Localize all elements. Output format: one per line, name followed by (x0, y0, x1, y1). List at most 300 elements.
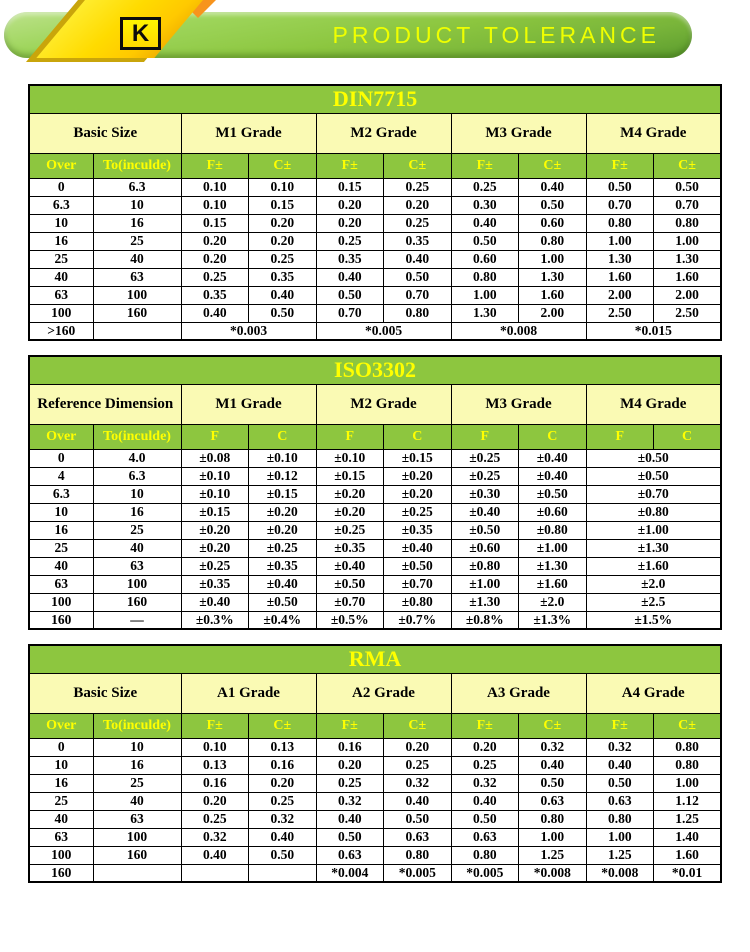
data-cell: 0.32 (519, 738, 587, 756)
data-cell: ±0.50 (519, 485, 587, 503)
data-cell: 0.50 (586, 774, 654, 792)
data-cell: 0.50 (654, 178, 722, 196)
data-cell: 0.20 (384, 196, 452, 214)
data-cell: 1.12 (654, 792, 722, 810)
data-cell: 0.80 (519, 232, 587, 250)
data-cell: 25 (29, 792, 93, 810)
data-cell: 0.25 (181, 268, 249, 286)
data-cell: 0 (29, 449, 93, 467)
subheader-cell: F (181, 424, 249, 449)
data-cell: *0.005 (451, 864, 519, 882)
data-cell: 0.70 (384, 286, 452, 304)
data-cell: 2.00 (519, 304, 587, 322)
size-header: Basic Size (29, 113, 181, 153)
table-row (29, 449, 721, 467)
data-cell: 160 (29, 611, 93, 629)
data-cell: 0.35 (316, 250, 384, 268)
data-cell: 2.00 (654, 286, 722, 304)
data-cell: 1.25 (519, 846, 587, 864)
data-cell: ±0.60 (519, 503, 587, 521)
data-cell: 0.32 (384, 774, 452, 792)
data-cell: 1.30 (586, 250, 654, 268)
table-row (29, 503, 721, 521)
data-cell: 0.25 (384, 178, 452, 196)
data-cell: *0.003 (181, 322, 316, 340)
data-cell: 63 (29, 828, 93, 846)
grade-header: M1 Grade (181, 384, 316, 424)
data-cell: 2.50 (654, 304, 722, 322)
data-cell: ±0.50 (249, 593, 317, 611)
data-cell: 0.50 (316, 828, 384, 846)
data-cell: ±0.70 (384, 575, 452, 593)
data-cell: 0.13 (249, 738, 317, 756)
subheader-cell: C (384, 424, 452, 449)
data-cell: 100 (29, 593, 93, 611)
data-cell: 0.25 (316, 774, 384, 792)
data-cell: 1.00 (586, 232, 654, 250)
data-cell: 6.3 (93, 178, 181, 196)
data-cell: 10 (29, 214, 93, 232)
data-cell: ±0.25 (316, 521, 384, 539)
data-cell: 0.70 (316, 304, 384, 322)
data-cell: 0.80 (519, 810, 587, 828)
data-cell: 0 (29, 178, 93, 196)
data-cell: 4 (29, 467, 93, 485)
subheader-cell: C± (384, 153, 452, 178)
data-cell: 0.40 (519, 178, 587, 196)
data-cell: 0.25 (181, 810, 249, 828)
table-row (29, 286, 721, 304)
data-cell: 160 (93, 304, 181, 322)
data-cell: 1.30 (451, 304, 519, 322)
data-cell: 0.32 (586, 738, 654, 756)
data-cell: 0.40 (586, 756, 654, 774)
table-row (29, 250, 721, 268)
subheader-cell: F± (181, 153, 249, 178)
data-cell: ±0.20 (181, 539, 249, 557)
data-cell: 1.00 (519, 250, 587, 268)
data-cell: 0.35 (249, 268, 317, 286)
data-cell: 0.40 (519, 756, 587, 774)
grade-header: A1 Grade (181, 673, 316, 713)
data-cell: ±0.15 (384, 449, 452, 467)
data-cell: ±0.25 (451, 467, 519, 485)
data-cell: *0.005 (316, 322, 451, 340)
data-cell: 0.40 (384, 792, 452, 810)
subheader-cell: F (586, 424, 654, 449)
data-cell: ±1.3% (519, 611, 587, 629)
tolerance-tables (28, 84, 720, 883)
data-cell: ±0.70 (316, 593, 384, 611)
data-cell: 0.50 (451, 810, 519, 828)
subheader-cell: F± (181, 713, 249, 738)
data-cell: 0.63 (519, 792, 587, 810)
data-cell: ±2.5 (586, 593, 721, 611)
data-cell (181, 864, 249, 882)
data-cell: ±0.60 (451, 539, 519, 557)
data-cell: ±0.40 (519, 449, 587, 467)
subheader-cell: F± (316, 153, 384, 178)
data-cell: 4.0 (93, 449, 181, 467)
data-cell: 0.50 (249, 846, 317, 864)
data-cell: 0.35 (384, 232, 452, 250)
data-cell: 0.80 (654, 738, 722, 756)
data-cell: 0.80 (451, 846, 519, 864)
data-cell: 0.20 (249, 214, 317, 232)
data-cell: ±0.20 (316, 485, 384, 503)
data-cell: 100 (93, 828, 181, 846)
data-cell: 0.10 (181, 196, 249, 214)
data-cell: ±2.0 (519, 593, 587, 611)
data-cell: 0.80 (586, 810, 654, 828)
subheader-cell: C± (654, 713, 722, 738)
data-cell: ±0.12 (249, 467, 317, 485)
data-cell: ±0.7% (384, 611, 452, 629)
subheader-cell: C± (519, 713, 587, 738)
table-row (29, 810, 721, 828)
data-cell: 0.13 (181, 756, 249, 774)
data-cell: 0.30 (451, 196, 519, 214)
data-cell: 0.70 (586, 196, 654, 214)
data-cell: 0.40 (451, 792, 519, 810)
data-cell: 25 (29, 539, 93, 557)
data-cell: 10 (29, 503, 93, 521)
data-cell: ±0.70 (586, 485, 721, 503)
data-cell: ±0.35 (249, 557, 317, 575)
data-cell: ±0.15 (249, 485, 317, 503)
table-row (29, 196, 721, 214)
data-cell: 0.16 (249, 756, 317, 774)
data-cell: 1.40 (654, 828, 722, 846)
data-cell: ±1.00 (451, 575, 519, 593)
rma-table (28, 644, 722, 883)
data-cell: 0.25 (316, 232, 384, 250)
data-cell: 0.25 (249, 792, 317, 810)
table-row (29, 467, 721, 485)
data-cell: 6.3 (29, 485, 93, 503)
size-header: Basic Size (29, 673, 181, 713)
data-cell: 0.40 (316, 810, 384, 828)
data-cell: 0.25 (384, 756, 452, 774)
table-row (29, 774, 721, 792)
data-cell: *0.008 (519, 864, 587, 882)
data-cell: 0.20 (384, 738, 452, 756)
data-cell: 40 (93, 250, 181, 268)
subheader-cell: C (654, 424, 722, 449)
table-row (29, 539, 721, 557)
data-cell: ±0.30 (451, 485, 519, 503)
table-row (29, 846, 721, 864)
data-cell: 160 (93, 846, 181, 864)
data-cell: 1.60 (654, 268, 722, 286)
table-row (29, 864, 721, 882)
data-cell: ±0.35 (181, 575, 249, 593)
grade-header: M4 Grade (586, 384, 721, 424)
data-cell: 0.10 (249, 178, 317, 196)
data-cell: ±0.40 (519, 467, 587, 485)
size-header: Reference Dimension (29, 384, 181, 424)
data-cell: *0.005 (384, 864, 452, 882)
grade-header: M2 Grade (316, 384, 451, 424)
page-title: PRODUCT TOLERANCE (332, 22, 660, 48)
data-cell: 10 (29, 756, 93, 774)
data-cell: 16 (29, 232, 93, 250)
data-cell (249, 864, 317, 882)
data-cell: ±0.8% (451, 611, 519, 629)
data-cell: ±0.20 (384, 467, 452, 485)
data-cell: 0.80 (654, 214, 722, 232)
data-cell: 0.20 (451, 738, 519, 756)
data-cell: ±0.35 (316, 539, 384, 557)
table-row (29, 792, 721, 810)
data-cell: 0.63 (451, 828, 519, 846)
data-cell: 1.00 (586, 828, 654, 846)
table-row (29, 738, 721, 756)
data-cell: ±0.20 (316, 503, 384, 521)
data-cell: 63 (29, 575, 93, 593)
data-cell: 63 (29, 286, 93, 304)
table-row (29, 232, 721, 250)
data-cell: 0.10 (181, 178, 249, 196)
data-cell: 16 (93, 503, 181, 521)
subheader-cell: F± (586, 153, 654, 178)
data-cell: 0.15 (316, 178, 384, 196)
data-cell: 1.25 (586, 846, 654, 864)
data-cell: 0.32 (451, 774, 519, 792)
data-cell: ±0.08 (181, 449, 249, 467)
data-cell: 40 (29, 557, 93, 575)
table-row (29, 268, 721, 286)
data-cell: ±1.00 (586, 521, 721, 539)
subheader-cell: F± (451, 153, 519, 178)
data-cell: 0.60 (451, 250, 519, 268)
grade-header: M3 Grade (451, 384, 586, 424)
data-cell: 100 (29, 846, 93, 864)
table-row (29, 756, 721, 774)
data-cell: ±0.20 (249, 503, 317, 521)
subheader-cell: Over (29, 424, 93, 449)
data-cell: *0.01 (654, 864, 722, 882)
data-cell: 63 (93, 268, 181, 286)
data-cell: 160 (93, 593, 181, 611)
data-cell: 25 (93, 774, 181, 792)
data-cell: 1.60 (654, 846, 722, 864)
data-cell: *0.008 (586, 864, 654, 882)
data-cell: 100 (29, 304, 93, 322)
data-cell: 0.16 (316, 738, 384, 756)
subheader-cell: To(inculde) (93, 713, 181, 738)
subheader-cell: C± (519, 153, 587, 178)
table-row (29, 178, 721, 196)
data-cell: ±2.0 (586, 575, 721, 593)
table-row (29, 304, 721, 322)
data-cell: ±1.5% (586, 611, 721, 629)
data-cell: 25 (29, 250, 93, 268)
data-cell: ±0.15 (316, 467, 384, 485)
table-row (29, 557, 721, 575)
data-cell: 0.50 (586, 178, 654, 196)
data-cell: ±0.10 (316, 449, 384, 467)
table-row (29, 485, 721, 503)
table-row (29, 521, 721, 539)
data-cell: 160 (29, 864, 93, 882)
data-cell: 0.50 (316, 286, 384, 304)
data-cell: 0.80 (586, 214, 654, 232)
data-cell: 10 (93, 485, 181, 503)
data-cell: ±0.80 (451, 557, 519, 575)
data-cell: 0.80 (384, 846, 452, 864)
grade-header: A3 Grade (451, 673, 586, 713)
data-cell: ±0.40 (316, 557, 384, 575)
data-cell: 0.10 (181, 738, 249, 756)
data-cell: 0.32 (181, 828, 249, 846)
data-cell: 0.40 (181, 304, 249, 322)
table-title: RMA (29, 645, 721, 673)
data-cell: ±0.80 (519, 521, 587, 539)
data-cell (93, 322, 181, 340)
data-cell: 0.50 (451, 232, 519, 250)
data-cell: ±0.4% (249, 611, 317, 629)
table-title: ISO3302 (29, 356, 721, 384)
data-cell: ±0.5% (316, 611, 384, 629)
data-cell: 6.3 (29, 196, 93, 214)
data-cell: ±0.80 (384, 593, 452, 611)
table-row (29, 593, 721, 611)
data-cell: 0.20 (181, 792, 249, 810)
data-cell: ±0.10 (181, 485, 249, 503)
data-cell: 0.25 (451, 178, 519, 196)
data-cell: 100 (93, 286, 181, 304)
data-cell: 0.40 (316, 268, 384, 286)
data-cell: ±0.20 (181, 521, 249, 539)
subheader-cell: Over (29, 153, 93, 178)
data-cell (93, 864, 181, 882)
data-cell: ±0.40 (384, 539, 452, 557)
data-cell: ±0.35 (384, 521, 452, 539)
data-cell: 0.50 (519, 774, 587, 792)
data-cell: 0.80 (654, 756, 722, 774)
subheader-cell: C (519, 424, 587, 449)
data-cell: ±0.10 (181, 467, 249, 485)
subheader-cell: To(inculde) (93, 153, 181, 178)
table-row (29, 214, 721, 232)
grade-header: M3 Grade (451, 113, 586, 153)
data-cell: ±0.3% (181, 611, 249, 629)
subheader-cell: Over (29, 713, 93, 738)
table-row (29, 611, 721, 629)
data-cell: ±0.20 (384, 485, 452, 503)
data-cell: 40 (93, 792, 181, 810)
subheader-cell: F (316, 424, 384, 449)
subheader-cell: F (451, 424, 519, 449)
data-cell: >160 (29, 322, 93, 340)
data-cell: 10 (93, 738, 181, 756)
data-cell: 0.40 (451, 214, 519, 232)
data-cell: 0.50 (384, 268, 452, 286)
subheader-cell: To(inculde) (93, 424, 181, 449)
data-cell: 0.32 (316, 792, 384, 810)
data-cell: ±1.30 (586, 539, 721, 557)
subheader-cell: C± (384, 713, 452, 738)
data-cell: ±0.20 (249, 521, 317, 539)
data-cell: 0.70 (654, 196, 722, 214)
data-cell: 0 (29, 738, 93, 756)
data-cell: — (93, 611, 181, 629)
grade-header: M2 Grade (316, 113, 451, 153)
data-cell: ±0.10 (249, 449, 317, 467)
data-cell: 0.25 (451, 756, 519, 774)
data-cell: 0.20 (249, 232, 317, 250)
data-cell: ±1.00 (519, 539, 587, 557)
data-cell: ±0.80 (586, 503, 721, 521)
data-cell: 0.50 (519, 196, 587, 214)
din7715-table (28, 84, 722, 341)
table-row (29, 322, 721, 340)
data-cell: 1.25 (654, 810, 722, 828)
data-cell: 1.00 (654, 232, 722, 250)
data-cell: ±0.40 (451, 503, 519, 521)
data-cell: 63 (93, 557, 181, 575)
data-cell: 40 (93, 539, 181, 557)
data-cell: 1.00 (519, 828, 587, 846)
data-cell: *0.008 (451, 322, 586, 340)
data-cell: ±0.25 (384, 503, 452, 521)
data-cell: 25 (93, 232, 181, 250)
subheader-cell: F± (586, 713, 654, 738)
data-cell: 0.35 (181, 286, 249, 304)
data-cell: 2.50 (586, 304, 654, 322)
data-cell: 0.40 (249, 828, 317, 846)
header-banner (0, 0, 750, 62)
data-cell: ±0.40 (249, 575, 317, 593)
data-cell: 0.50 (249, 304, 317, 322)
data-cell: 0.20 (249, 774, 317, 792)
data-cell: ±0.50 (316, 575, 384, 593)
data-cell: ±0.25 (181, 557, 249, 575)
data-cell: 0.20 (316, 214, 384, 232)
data-cell: *0.015 (586, 322, 721, 340)
data-cell: 16 (93, 756, 181, 774)
data-cell: ±0.25 (451, 449, 519, 467)
data-cell: 40 (29, 268, 93, 286)
data-cell: 0.15 (249, 196, 317, 214)
data-cell: 0.16 (181, 774, 249, 792)
data-cell: 0.25 (249, 250, 317, 268)
data-cell: 0.80 (384, 304, 452, 322)
subheader-cell: C± (249, 713, 317, 738)
data-cell: 16 (93, 214, 181, 232)
subheader-cell: C± (654, 153, 722, 178)
grade-header: A2 Grade (316, 673, 451, 713)
brand-logo: K (120, 17, 161, 50)
data-cell: 0.80 (451, 268, 519, 286)
data-cell: ±0.40 (181, 593, 249, 611)
data-cell: 1.60 (586, 268, 654, 286)
grade-header: M1 Grade (181, 113, 316, 153)
data-cell: 0.40 (181, 846, 249, 864)
data-cell: 10 (93, 196, 181, 214)
data-cell: ±0.50 (384, 557, 452, 575)
grade-header: M4 Grade (586, 113, 721, 153)
data-cell: 0.20 (181, 232, 249, 250)
data-cell: 0.32 (249, 810, 317, 828)
data-cell: 1.00 (654, 774, 722, 792)
subheader-cell: F± (451, 713, 519, 738)
data-cell: 0.40 (384, 250, 452, 268)
data-cell: 16 (29, 521, 93, 539)
data-cell: ±0.15 (181, 503, 249, 521)
data-cell: ±1.30 (451, 593, 519, 611)
